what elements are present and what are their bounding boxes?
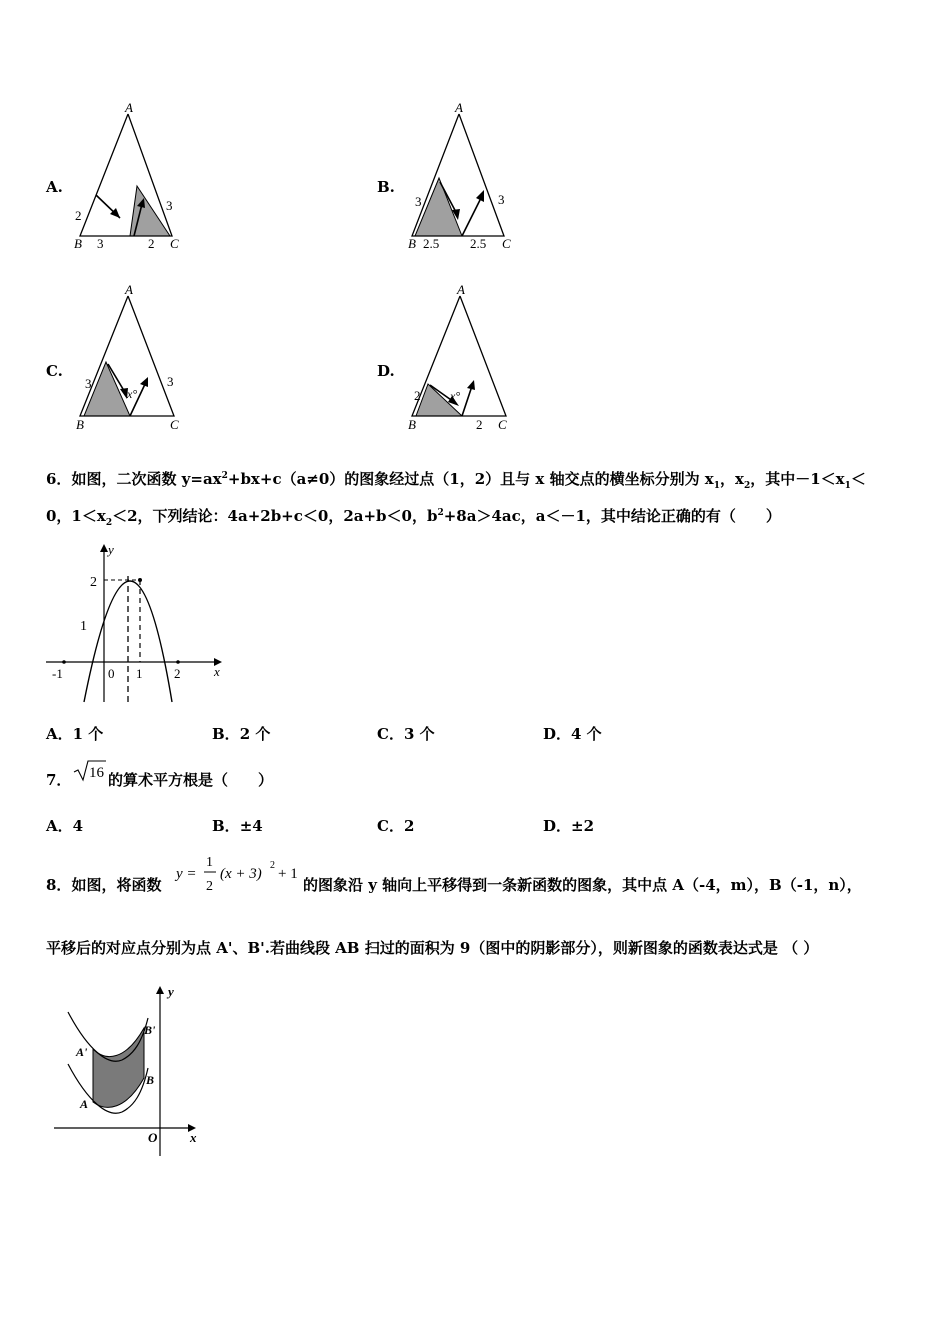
- side-label: 3: [498, 192, 505, 207]
- svg-text:A: A: [80, 1097, 89, 1111]
- side-label: 2.5: [470, 236, 487, 251]
- side-label: 2: [414, 388, 421, 403]
- option-c-label: C.: [46, 362, 63, 380]
- vertex-b: B: [74, 236, 82, 251]
- side-label: 3: [415, 194, 422, 209]
- y-axis-label: y: [108, 542, 114, 557]
- svg-text:+ 1: + 1: [278, 866, 298, 882]
- angle-label: x°: [450, 389, 461, 403]
- svg-text:x: x: [190, 1130, 197, 1145]
- vertex-c: C: [170, 417, 179, 432]
- q7-choice-b[interactable]: B．±4: [212, 817, 263, 835]
- svg-text:1: 1: [206, 855, 213, 870]
- swept-area: [93, 1028, 144, 1107]
- svg-text:0: 0: [108, 666, 115, 681]
- svg-text:-1: -1: [52, 666, 63, 681]
- q8-formula: [172, 850, 302, 898]
- vertex-b: B: [408, 417, 416, 432]
- shaded-triangle: [415, 178, 462, 236]
- vertex-a: A: [125, 100, 133, 115]
- svg-text:y =: y =: [176, 866, 197, 882]
- option-a-figure: [70, 98, 190, 256]
- angle-label: x°: [127, 387, 138, 401]
- vertex-a: A: [455, 100, 463, 115]
- question-6-line-2: 0，$1<x_2<2$，下列结论：4a+2b+c＜0，2a+b＜0，$b^2+8a>4ac$，a＜－1，其中结论正确的有（ ）: [46, 507, 781, 528]
- vertex-c: C: [498, 417, 507, 432]
- option-c-figure: [70, 282, 190, 440]
- q6-choice-b[interactable]: B．2 个: [212, 725, 271, 743]
- svg-text:1: 1: [80, 619, 87, 634]
- option-b-figure: [402, 98, 522, 256]
- side-label: 3: [85, 376, 92, 391]
- svg-text:(x + 3): (x + 3): [220, 866, 262, 882]
- q7-choice-a[interactable]: A．4: [46, 817, 84, 835]
- vertex-b: B: [76, 417, 84, 432]
- q6-choice-c[interactable]: C．3 个: [377, 725, 435, 743]
- question-8-line-1: 的图象沿 y 轴向上平移得到一条新函数的图象，其中点 A（-4，m），B（-1，n），: [303, 876, 862, 894]
- svg-text:1: 1: [136, 666, 143, 681]
- svg-text:2: 2: [206, 879, 213, 894]
- svg-text:B: B: [146, 1073, 155, 1087]
- q6-choice-d[interactable]: D．4 个: [543, 725, 602, 743]
- option-d-label: D.: [377, 362, 395, 380]
- svg-text:A': A': [76, 1045, 88, 1059]
- svg-text:2: 2: [270, 860, 275, 871]
- question-7-text: 的算术平方根是（ ）: [108, 771, 274, 789]
- side-label: 3: [167, 374, 174, 389]
- vertex-a: A: [457, 282, 465, 297]
- question-8-prefix: 8．如图，将函数: [46, 876, 162, 894]
- svg-text:O: O: [148, 1130, 158, 1145]
- vertex-c: C: [502, 236, 511, 251]
- question-6-graph: [40, 540, 230, 705]
- side-label: 3: [97, 236, 104, 251]
- svg-text:2: 2: [174, 666, 181, 681]
- radicand: 16: [89, 765, 104, 781]
- question-6-line-1: 6．如图，二次函数 $y=ax^2+bx+c(a\ne 0)$的图象经过点（1，2）且与 x 轴交点的横坐标分别为 $x_1$，$x_2$，其中$-1<x_1<$: [46, 470, 866, 491]
- side-label: 2: [75, 208, 82, 223]
- vertex-b: B: [408, 236, 416, 251]
- side-label: 2.5: [423, 236, 440, 251]
- svg-text:y: y: [168, 984, 174, 999]
- q7-choice-c[interactable]: C．2: [377, 817, 415, 835]
- vertex-c: C: [170, 236, 179, 251]
- sqrt-symbol: [72, 758, 108, 784]
- question-7-number: 7．: [46, 771, 72, 789]
- x-axis-label: x: [214, 664, 220, 679]
- option-b-label: B.: [377, 178, 395, 196]
- option-a-label: A.: [46, 178, 63, 196]
- option-d-figure: [402, 282, 522, 440]
- side-label: 2: [476, 417, 483, 432]
- vertex-a: A: [125, 282, 133, 297]
- q7-choice-d[interactable]: D．±2: [543, 817, 595, 835]
- side-label: 2: [148, 236, 155, 251]
- svg-text:B': B': [144, 1023, 156, 1037]
- question-8-graph: [48, 980, 208, 1160]
- q6-choice-a[interactable]: A．1 个: [46, 725, 104, 743]
- side-label: 3: [166, 198, 173, 213]
- svg-text:2: 2: [90, 575, 97, 590]
- question-8-line-2: 平移后的对应点分别为点 A'、B'.若曲线段 AB 扫过的面积为 9（图中的阴影部分），则新图象的函数表达式是 （ ）: [46, 939, 819, 957]
